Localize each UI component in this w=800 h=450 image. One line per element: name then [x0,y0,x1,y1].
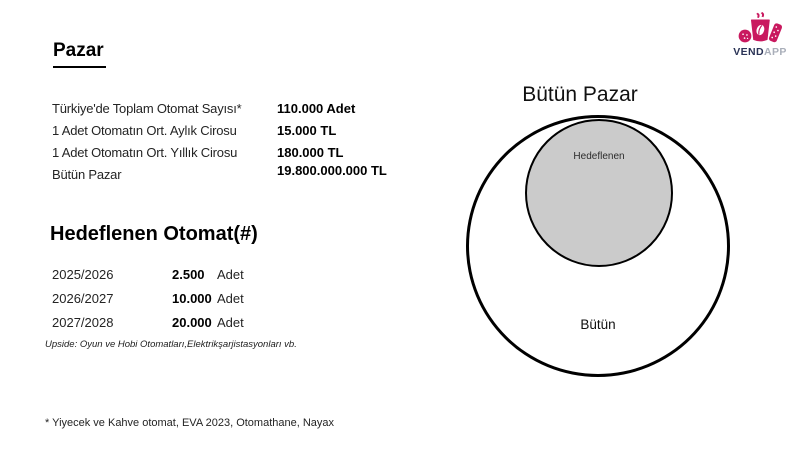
target-value: 20.000 [172,314,212,330]
target-unit: Adet [217,266,244,282]
diagram-title: Bütün Pazar [522,83,638,106]
target-value: 2.500 [172,266,205,282]
wordmark-vend: VEND [733,46,764,58]
stat-value: 180.000 TL [277,144,344,160]
target-period: 2026/2027 [52,290,114,306]
stat-value: 19.800.000.000 TL [277,162,387,178]
inner-circle-label: Hedeflenen [573,151,625,162]
page-title: Pazar [53,40,106,68]
table-row [52,262,352,286]
table-row [52,310,352,334]
stat-label: Türkiye'de Toplam Otomat Sayısı* [52,100,242,116]
table-row [52,141,397,163]
target-unit: Adet [217,314,244,330]
targets-table [52,262,352,334]
source-footnote: * Yiyecek ve Kahve otomat, EVA 2023, Otomathane, Nayax [45,417,335,429]
table-row [52,286,352,310]
table-row [52,163,397,185]
stat-label: Bütün Pazar [52,166,122,182]
target-unit: Adet [217,290,244,306]
outer-circle-label: Bütün [580,317,616,332]
vendapp-cup-icon [737,12,783,45]
table-row [52,97,397,119]
inner-target-circle [525,119,673,267]
stat-value: 110.000 Adet [277,100,356,116]
vendapp-wordmark [724,46,796,58]
stat-label: 1 Adet Otomatın Ort. Yıllık Cirosu [52,144,238,160]
stat-value: 15.000 TL [277,122,337,138]
table-row [52,119,397,141]
vendapp-logo [724,12,796,58]
target-value: 10.000 [172,290,212,306]
wordmark-app: APP [763,46,787,58]
targets-heading: Hedeflenen Otomat(#) [50,223,258,245]
target-period: 2027/2028 [52,314,114,330]
stat-label: 1 Adet Otomatın Ort. Aylık Cirosu [52,122,237,138]
market-stats-table [52,97,397,185]
target-period: 2025/2026 [52,266,114,282]
upside-note: Upside: Oyun ve Hobi Otomatları,Elektrikşarjistasyonları vb. [45,339,297,350]
